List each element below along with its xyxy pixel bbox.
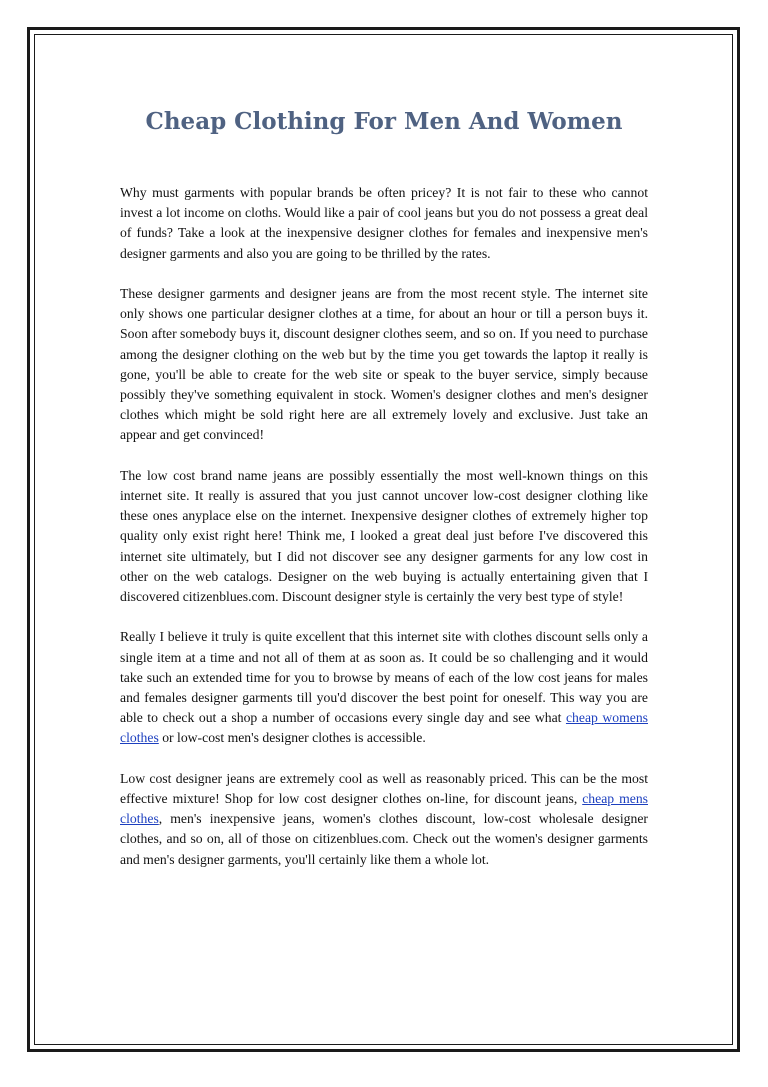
paragraph-4	[120, 627, 648, 748]
page-title: Cheap Clothing For Men And Women	[145, 108, 623, 135]
cheap-mens-clothes-link[interactable]: cheap mens clothes	[120, 791, 648, 827]
cheap-womens-clothes-link[interactable]: cheap womens clothes	[120, 710, 648, 746]
paragraph-2: These designer garments and designer jeans are from the most recent style. The internet site only shows one particular designer clothes at a time, for about an hour or till a person buys it. Soon after somebody buys it, discount designer clothes seem, and so on. If you need to purchase among the designer clothing on the web but by the time you get towards the laptop it really is gone, you'll be able to create for the web site or speak to the buyer service, simply because possibly they've something equivalent in stock. Women's designer clothes and men's designer clothes which might be sold right here are all extremely lovely and exclusive. Just take an appear and get convinced!	[120, 286, 648, 443]
paragraph-4-text-after: or low-cost men's designer clothes is accessible.	[158, 730, 426, 746]
paragraph-3: The low cost brand name jeans are possibly essentially the most well-known things on this internet site. It really is assured that you just cannot uncover low-cost designer clothing like these ones anyplace else on the internet. Inexpensive designer clothes of extremely higher top quality only exist right here! Think me, I looked a great deal just before I've discovered this internet site ultimately, but I did not discover see any designer garments for any low cost in other on the web catalogs. Designer on the web buying is actually entertaining given that I discovered citizenblues.com. Discount designer style is certainly the very best type of style!	[120, 467, 648, 605]
paragraph-5	[120, 769, 648, 870]
paragraph-5-text-after: , men's inexpensive jeans, women's clothes discount, low-cost wholesale designer clothes, and so on, all of those on citizenblues.com. Check out the women's designer garments and men's designer garments, you'll certainly like them a whole lot.	[120, 811, 648, 867]
paragraph-1: Why must garments with popular brands be often pricey? It is not fair to these who cannot invest a lot income on cloths. Would like a pair of cool jeans but you do not possess a great deal of funds? Take a look at the inexpensive designer clothes for females and inexpensive men's designer garments and also you are going to be thrilled by the rates.	[120, 185, 648, 261]
document-body	[120, 104, 648, 870]
paragraph-4-text-before: Really I believe it truly is quite excellent that this internet site with clothes discount sells only a single item at a time and not all of them at as soon as. It could be so challenging and it would take such an extended time for you to browse by means of each of the low cost jeans for males and females designer garments till you'd discover the best point for oneself. This way you are able to check out a shop a number of occasions every single day and see what	[120, 629, 648, 726]
paragraph-5-text-before: Low cost designer jeans are extremely cool as well as reasonably priced. This can be the most effective mixture! Shop for low cost designer clothes on-line, for discount jeans,	[120, 770, 648, 807]
